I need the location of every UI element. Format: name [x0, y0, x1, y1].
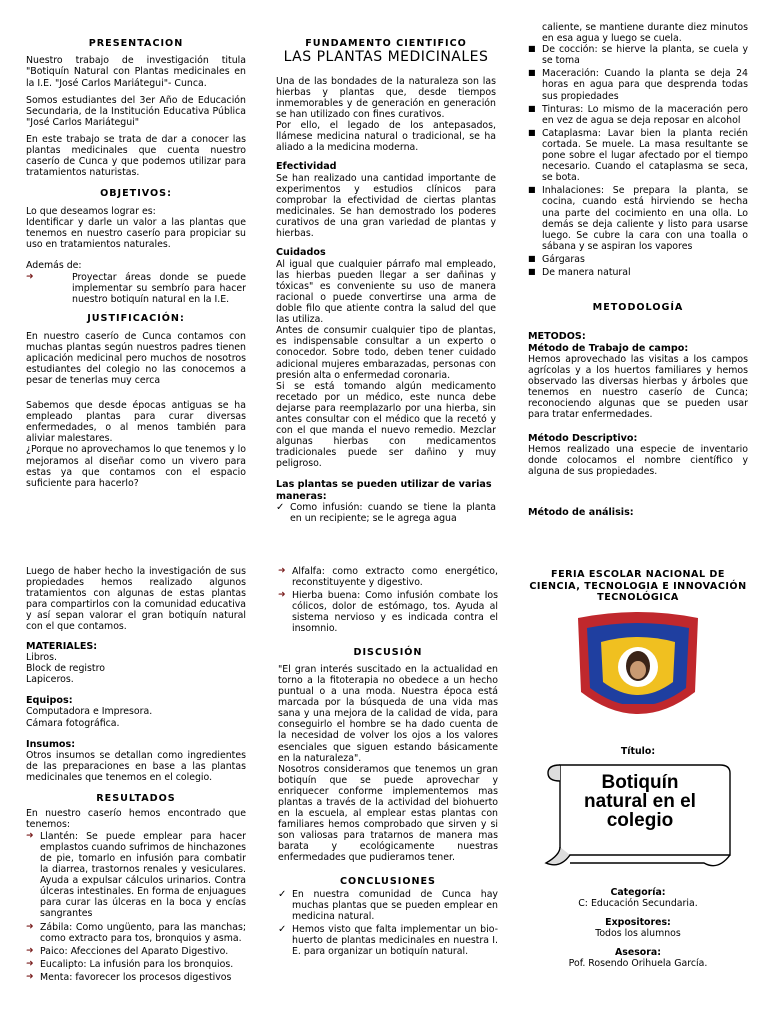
list-item: ■ Gárgaras	[528, 254, 748, 265]
paragraph: caliente, se mantiene durante diez minutos en esa agua y luego se cuela.	[542, 22, 748, 45]
panel-cover	[528, 566, 748, 1024]
subheading-metodos: METODOS:	[528, 331, 586, 343]
categoria-label: Categoría:	[610, 886, 666, 898]
paragraph: Otros insumos se detallan como ingredientes de las preparaciones en base a las plantas medicinales que tenemos en el colegio.	[26, 749, 246, 784]
paragraph: Identificar y darle un valor a las plantas que tenemos en nuestro caserío para propiciar su uso en tratamientos naturales.	[26, 216, 246, 250]
subheading-cuidados: Cuidados	[276, 247, 326, 259]
paragraph: Antes de consumir cualquier tipo de plantas, es indispensable consultar a un experto o conocedor. Sobre todo, deben tener cuidado adicional mujeres embarazadas, personas con presión alta o enfermedad coronaria.	[276, 325, 496, 381]
expositores-label: Expositores:	[605, 916, 671, 928]
asesora-label: Asesora:	[615, 946, 661, 958]
list-item: ➜ Proyectar áreas donde se puede implementar su sembrío para hacer nuestro botiquín natural en la I.E.	[26, 272, 246, 305]
list-item: ■ De cocción: se hierve la planta, se cuela y se toma	[528, 44, 748, 66]
cover-title: Botiquín natural en el colegio	[584, 771, 696, 831]
paragraph: Hemos aprovechado las visitas a los campos agrícolas y a los huertos familiares y hemos observado las diversas hierbas y árboles que tenemos en nuestro caserío de Cunca; reconociendo algunas que se pueden usar para tratar enfermedades.	[528, 354, 748, 421]
list-item: ➜ Hierba buena: Como infusión combate los cólicos, dolor de estómago, tos. Ayuda al sistema nervioso y es indicada contra el insomnio.	[278, 590, 498, 634]
section-title-presentacion: PRESENTACIÓN	[88, 38, 184, 49]
paragraph: En este trabajo se trata de dar a conocer las plantas medicinales que cuenta nuestro caserío de Cunca y que podemos utilizar para tratamientos naturistas.	[26, 133, 246, 179]
asesora-value: Pof. Rosendo Orihuela García.	[568, 958, 708, 970]
list-item: ✓ En nuestra comunidad de Cunca hay muchas plantas que se pueden emplear en medicina natural.	[278, 889, 498, 922]
paragraph: Se han realizado una cantidad importante de experimentos y estudios clínicos para comprobar la efectividad de ciertas plantas medicinales. Se han demostrado los poderes curativos de una gran variedad de plantas y hierbas.	[276, 172, 496, 240]
subheading-campo: Método de Trabajo de campo:	[528, 342, 689, 354]
list	[26, 272, 246, 305]
section-title-conclusiones: CONCLUSIONES	[340, 875, 436, 887]
subheading-materiales: MATERIALES:	[26, 640, 98, 652]
paragraph: Somos estudiantes del 3er Año de Educación Secundaria, de la Institución Educativa Pública "José Carlos Mariátegui"	[26, 94, 246, 128]
feria-title: FERIA ESCOLAR NACIONAL DE CIENCIA, TECNOLOGIA E INNOVACIÓN TECNOLÓGICA	[529, 569, 747, 603]
paragraph: Nuestro trabajo de investigación titula "Botiquín Natural con Plantas medicinales en la I.E. "José Carlos Mariátegui"- Cunca.	[26, 55, 246, 89]
panel-presentacion	[26, 38, 246, 533]
list	[278, 566, 498, 635]
list-item: ➜ Eucalipto: La infusión para los bronquios.	[26, 959, 246, 970]
list-item: Computadora e Impresora.	[26, 706, 153, 718]
expositores-value: Todos los alumnos	[595, 927, 681, 939]
panel-fundamento	[276, 38, 496, 538]
list-item: ✓ Como infusión: cuando se tiene la planta en un recipiente; se le agrega agua	[276, 502, 496, 524]
list-item: ■ De manera natural	[528, 267, 748, 278]
paragraph: Hemos realizado una especie de inventario donde colocamos el nombre científico y alguna de sus propiedades.	[528, 443, 748, 478]
paragraph: Nosotros consideramos que tenemos un gran botiquín que se puede aprovechar y enriquecer conforme implementemos mas plantas a través de la actividad del biohuerto en la escuela, al emplear estas plantas con familiares hemos comprobado que sirven y si son valiosas para tratarnos de manera mas barata y ecológicamente nuestras enfermedades que pudieramos tener.	[278, 763, 498, 864]
section-title-justificacion: JUSTIFICACIÓN:	[87, 313, 185, 325]
title-scroll	[540, 759, 736, 877]
list-item: ➜ Llantén: Se puede emplear para hacer emplastos cuando sufrimos de hinchazones de pie, tomarlo en infusión para combatir la diarrea, trastornos renales y vesiculares. Ayuda a expulsar cálculos urinarios. Contra úlceras intestinales. En forma de enjuagues para curar las úlceras en la boca y encías sangrantes	[26, 831, 246, 920]
section-title-discusion: DISCUSIÓN	[353, 646, 423, 658]
categoria-value: C: Educación Secundaria.	[578, 897, 698, 909]
list	[278, 889, 498, 958]
section-title-resultados: RESULTADOS	[96, 793, 176, 805]
subheading-descriptivo: Método Descriptivo:	[528, 432, 638, 444]
list	[276, 502, 496, 524]
list-item: ➜ Paico: Afecciones del Aparato Digestivo.	[26, 946, 246, 957]
list	[26, 831, 246, 983]
subheading-insumos: Insumos:	[26, 738, 76, 750]
paragraph: Además de:	[26, 259, 82, 271]
titulo-label: Título:	[620, 745, 656, 757]
list-item: ■ Inhalaciones: Se prepara la planta, se cocina, cuando está hirviendo se hecha una parte del cocimiento en una olla. Lo demás se deja caliente y listo para usarse luego. Se cubre la cara con una toalla o sábana y se aspiran los vapores	[528, 185, 748, 252]
paragraph: Una de las bondades de la naturaleza son las hierbas y plantas que, desde tiempos inmemorables y de generación en generación se han utilizado con fines curativos.	[276, 75, 496, 121]
subheading-equipos: Equipos:	[26, 695, 73, 707]
paragraph: Al igual que cualquier párrafo mal empleado, las hierbas pueden llegar a ser dañinas y tóxicas" es conveniente su uso de manera racional o puede convertirse una arma de doble filo que atiente contra la salud del que las utiliza.	[276, 258, 496, 326]
panel-metodologia	[528, 22, 748, 522]
paragraph: En nuestro caserío de Cunca contamos con muchas plantas según nuestros padres tienen aplicación medicinal pero muchos de nosotros estudiantes del colegio no las conocemos a pesar de tenerlas muy cerca	[26, 330, 246, 386]
list-item: ➜ Menta: favorecer los procesos digestivos	[26, 972, 246, 983]
panel-materiales	[26, 566, 246, 1024]
list-item: ■ Maceración: Cuando la planta se deja 24 horas en agua para que desprenda todas sus propiedades	[528, 68, 748, 101]
panel-discusion	[278, 566, 498, 1024]
list-item: Lapiceros.	[26, 674, 74, 686]
list-item: Libros.	[26, 651, 58, 663]
paragraph: Si se está tomando algún medicamento recetado por un médico, este nunca debe dejarse para reemplazarlo por una hierba, sin antes consultar con el médico que la recetó y con el que manda el nuevo remedio. Mezclar algunas hierbas con medicamentos tradicionales puede ser dañino y muy peligroso.	[276, 380, 496, 470]
subheading-analisis: Método de análisis:	[528, 507, 634, 519]
paragraph: ¿Porque no aprovechamos lo que tenemos y lo mejoramos al diseñar como un vivero para estas ya que contamos con el espacio suficiente para hacerlo?	[26, 444, 246, 489]
list-item: ➜ Zábila: Como ungüento, para las manchas; como extracto para tos, bronquios y asma.	[26, 922, 246, 944]
subheading-maneras: Las plantas se pueden utilizar de varias maneras:	[276, 479, 492, 502]
paragraph: Sabemos que desde épocas antiguas se ha empleado plantas para curar diversas enfermedades, o al menos también para aliviar malestares.	[26, 400, 246, 445]
paragraph: Lo que deseamos lograr es:	[26, 205, 156, 217]
subheading-efectividad: Efectividad	[276, 161, 337, 173]
list-item: Cámara fotográfica.	[26, 717, 120, 729]
list-item: ■ Cataplasma: Lavar bien la planta recién cortada. Se muele. La masa resultante se pone sobre el lugar afectado por el tiempo necesario. Cuando el cataplasma se seca, se bota.	[528, 128, 748, 183]
school-crest-icon	[573, 612, 703, 732]
list-item: ➜ Alfalfa: como extracto como energético, reconstituyente y digestivo.	[278, 566, 498, 588]
paragraph: En nuestro caserío hemos encontrado que tenemos:	[26, 807, 246, 830]
list-item: Block de registro	[26, 662, 105, 674]
list-item: ■ Tinturas: Lo mismo de la maceración pero en vez de agua se deja reposar en alcohol	[528, 104, 748, 126]
section-subtitle-plantas: LAS PLANTAS MEDICINALES	[283, 49, 489, 66]
paragraph: "El gran interés suscitado en la actualidad en torno a la fitoterapia no obedece a un hecho puntual o a una moda. Nuestra época está marcada por la búsqueda de una vida mas sana y una mejora de la calidad de vida, para conseguirlo el hombre se ha dado cuenta de la necesidad de volver los ojos a los valores esenciales que siguen estando básicamente en la naturaleza".	[278, 663, 498, 764]
paragraph: Por ello, el legado de los antepasados, llámese medicina natural o tradicional, se ha aliado a la medicina moderna.	[276, 120, 496, 154]
list-item: ✓ Hemos visto que falta implementar un bio-huerto de plantas medicinales en nuestra I. E. para organizar un botiquín natural.	[278, 924, 498, 957]
paragraph: Luego de haber hecho la investigación de sus propiedades hemos realizado algunos tratamientos con algunas de estas plantas para compartirlos con la comunidad educativa y así sepan valorar el gran botiquín natural con el que contamos.	[26, 566, 246, 633]
section-title-metodologia: METODOLOGÍA	[592, 302, 684, 314]
section-title-objetivos: OBJETIVOS:	[100, 188, 172, 200]
list	[528, 44, 748, 278]
section-title-fundamento: FUNDAMENTO CIENTIFICO	[305, 38, 467, 49]
